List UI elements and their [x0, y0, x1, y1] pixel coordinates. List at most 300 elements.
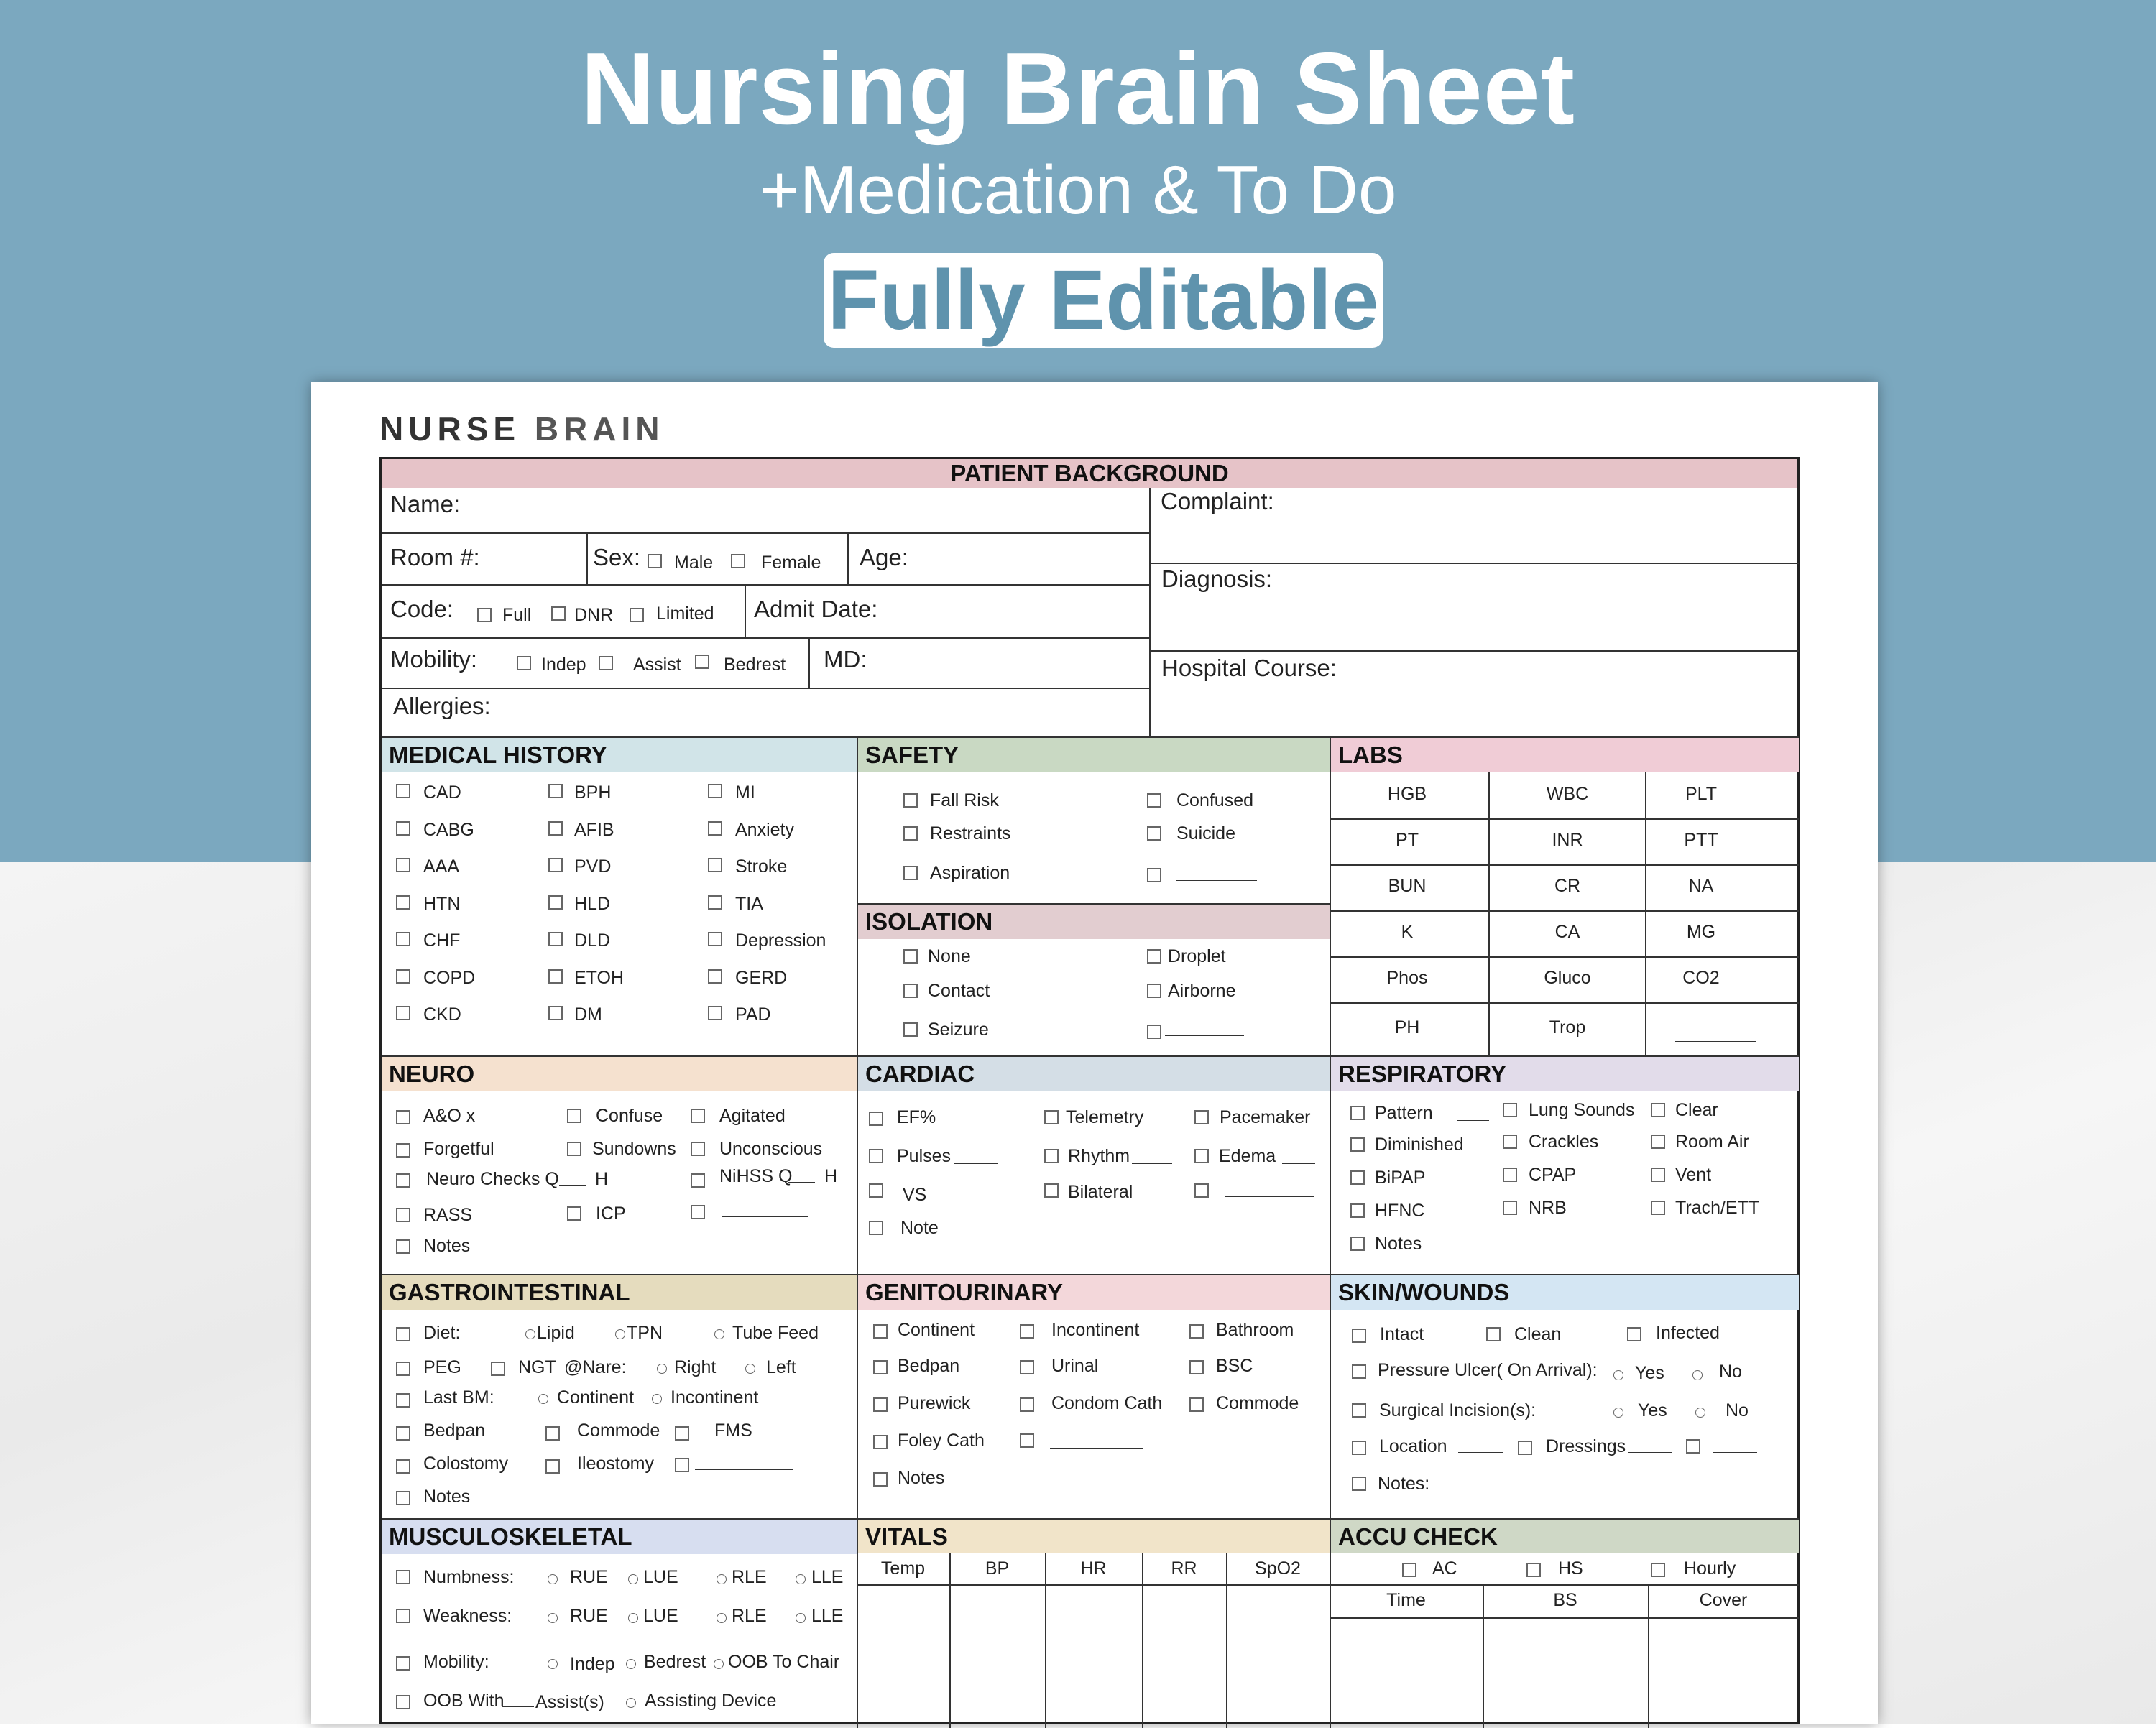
- accu-col-cover: Cover: [1699, 1590, 1748, 1610]
- accu-col-time: Time: [1386, 1590, 1426, 1610]
- numbness-rle-label: RLE: [732, 1567, 767, 1587]
- numbness-lle-radio[interactable]: [796, 1574, 806, 1584]
- gi-other-checkbox[interactable]: [675, 1458, 689, 1472]
- rass-checkbox[interactable]: [396, 1208, 410, 1222]
- pvd-label: PVD: [574, 856, 612, 877]
- etoh-checkbox[interactable]: [548, 969, 563, 984]
- agitated-checkbox[interactable]: [691, 1109, 705, 1123]
- hld-checkbox[interactable]: [548, 895, 563, 910]
- nihss-blank[interactable]: [788, 1182, 815, 1183]
- labs-row-line: [1330, 910, 1799, 912]
- indep-label: Indep: [541, 655, 586, 675]
- dnr-checkbox[interactable]: [551, 606, 566, 621]
- crackles-checkbox[interactable]: [1503, 1135, 1517, 1149]
- confused-checkbox[interactable]: [1147, 793, 1161, 808]
- intact-checkbox[interactable]: [1352, 1329, 1366, 1343]
- intact-label: Intact: [1380, 1324, 1424, 1344]
- gu-notes-checkbox[interactable]: [873, 1472, 888, 1487]
- bipap-checkbox[interactable]: [1350, 1170, 1365, 1185]
- none-isolation-checkbox[interactable]: [903, 949, 918, 964]
- copd-checkbox[interactable]: [396, 969, 410, 984]
- pacemaker-label: Pacemaker: [1220, 1107, 1311, 1127]
- badge-text: Fully Editable: [827, 253, 1379, 348]
- pressure-ulcer-yes-label: Yes: [1635, 1363, 1664, 1383]
- forgetful-checkbox[interactable]: [396, 1143, 410, 1158]
- vitals-col-bp: BP: [985, 1558, 1010, 1579]
- unconscious-checkbox[interactable]: [691, 1142, 705, 1156]
- dm-label: DM: [574, 1004, 602, 1025]
- accu-hs-checkbox[interactable]: [1526, 1563, 1541, 1577]
- mi-checkbox[interactable]: [708, 784, 722, 798]
- medical-history-header: MEDICAL HISTORY: [382, 738, 857, 772]
- gu-bedpan-checkbox[interactable]: [873, 1360, 888, 1374]
- skin-notes-checkbox[interactable]: [1352, 1477, 1366, 1491]
- lab-co2: CO2: [1682, 968, 1720, 988]
- cpap-label: CPAP: [1529, 1165, 1577, 1185]
- bph-checkbox[interactable]: [548, 784, 563, 798]
- infected-checkbox[interactable]: [1627, 1327, 1641, 1341]
- isolation-other-blank[interactable]: [1165, 1035, 1244, 1036]
- neuro-checks-h-label: H: [595, 1169, 609, 1189]
- etoh-label: ETOH: [574, 967, 624, 988]
- dm-checkbox[interactable]: [548, 1006, 563, 1020]
- lab-inr: INR: [1552, 830, 1583, 850]
- complaint-label: Complaint:: [1161, 488, 1274, 514]
- last-bm-checkbox[interactable]: [396, 1393, 410, 1408]
- lab-phos: Phos: [1386, 968, 1428, 988]
- htn-checkbox[interactable]: [396, 895, 410, 910]
- assist-checkbox[interactable]: [599, 656, 613, 670]
- afib-label: AFIB: [574, 819, 614, 840]
- contact-isolation-label: Contact: [928, 981, 990, 1001]
- surgical-incision-checkbox[interactable]: [1352, 1403, 1366, 1418]
- gu-incontinent-label: Incontinent: [1051, 1320, 1140, 1340]
- weakness-rle-radio[interactable]: [717, 1613, 727, 1623]
- ao-checkbox[interactable]: [396, 1110, 410, 1124]
- weakness-lue-radio[interactable]: [628, 1613, 638, 1623]
- rhythm-checkbox[interactable]: [1044, 1149, 1059, 1163]
- depression-label: Depression: [735, 930, 826, 951]
- isolation-other-checkbox[interactable]: [1147, 1025, 1161, 1039]
- age-label: Age:: [860, 544, 908, 570]
- diet-checkbox[interactable]: [396, 1327, 410, 1341]
- ileostomy-checkbox[interactable]: [545, 1459, 560, 1474]
- gi-incontinent-label: Incontinent: [671, 1387, 759, 1408]
- forgetful-label: Forgetful: [423, 1139, 494, 1159]
- weakness-rue-label: RUE: [570, 1606, 608, 1626]
- peg-checkbox[interactable]: [396, 1362, 410, 1376]
- rhythm-blank[interactable]: [1132, 1163, 1172, 1164]
- msk-assist-label: Assist(s): [535, 1692, 604, 1712]
- neuro-notes-checkbox[interactable]: [396, 1239, 410, 1254]
- nihss-h-label: H: [824, 1166, 838, 1186]
- sundowns-checkbox[interactable]: [567, 1142, 581, 1156]
- dressings-checkbox[interactable]: [1518, 1441, 1532, 1455]
- pad-label: PAD: [735, 1004, 771, 1025]
- icp-checkbox[interactable]: [567, 1206, 581, 1221]
- gu-continent-checkbox[interactable]: [873, 1324, 888, 1339]
- limited-label: Limited: [656, 604, 714, 624]
- room-air-checkbox[interactable]: [1651, 1135, 1665, 1149]
- numbness-rue-label: RUE: [570, 1567, 608, 1587]
- fms-label: FMS: [714, 1420, 752, 1441]
- oob-with-checkbox[interactable]: [396, 1695, 410, 1709]
- weakness-label: Weakness:: [423, 1606, 512, 1626]
- dnr-label: DNR: [574, 605, 614, 625]
- nihss-checkbox[interactable]: [691, 1173, 705, 1188]
- tpn-label: TPN: [627, 1323, 663, 1343]
- confuse-label: Confuse: [596, 1106, 663, 1126]
- msk-indep-label: Indep: [570, 1654, 615, 1674]
- gu-foley-cath-label: Foley Cath: [898, 1431, 985, 1451]
- mobility-msk-checkbox[interactable]: [396, 1656, 410, 1671]
- lab-mg: MG: [1686, 922, 1716, 942]
- ckd-checkbox[interactable]: [396, 1006, 410, 1020]
- stroke-label: Stroke: [735, 856, 788, 877]
- tia-checkbox[interactable]: [708, 895, 722, 910]
- bipap-label: BiPAP: [1375, 1168, 1426, 1188]
- afib-checkbox[interactable]: [548, 821, 563, 836]
- restraints-checkbox[interactable]: [903, 826, 918, 841]
- lab-cr: CR: [1554, 876, 1581, 896]
- airborne-label: Airborne: [1168, 981, 1236, 1001]
- pattern-checkbox[interactable]: [1350, 1106, 1365, 1120]
- diagnosis-label: Diagnosis:: [1161, 565, 1273, 592]
- vitals-header: VITALS: [858, 1520, 1330, 1553]
- msk-indep-radio[interactable]: [548, 1659, 558, 1669]
- oob-to-chair-radio[interactable]: [714, 1659, 724, 1669]
- surgical-incision-no-radio[interactable]: [1695, 1408, 1705, 1418]
- gu-bsc-label: BSC: [1216, 1356, 1253, 1376]
- nrb-checkbox[interactable]: [1503, 1201, 1517, 1215]
- gi-continent-radio[interactable]: [538, 1394, 548, 1404]
- surgical-incision-yes-radio[interactable]: [1613, 1408, 1623, 1418]
- room-label: Room #:: [390, 544, 480, 570]
- depression-checkbox[interactable]: [708, 932, 722, 946]
- lipid-label: Lipid: [537, 1323, 575, 1343]
- gu-urinal-label: Urinal: [1051, 1356, 1099, 1376]
- bilateral-label: Bilateral: [1068, 1182, 1133, 1202]
- notes-checkbox[interactable]: [1350, 1237, 1365, 1251]
- gu-condom-cath-label: Condom Cath: [1051, 1393, 1163, 1413]
- pressure-ulcer-label: Pressure Ulcer( On Arrival):: [1378, 1360, 1598, 1380]
- trach-ett-checkbox[interactable]: [1651, 1201, 1665, 1215]
- htn-label: HTN: [423, 893, 461, 914]
- pressure-ulcer-no-label: No: [1719, 1362, 1742, 1382]
- left-radio[interactable]: [745, 1364, 755, 1374]
- rass-label: RASS: [423, 1205, 473, 1225]
- location-label: Location: [1379, 1436, 1447, 1456]
- msk-bedrest-radio[interactable]: [626, 1659, 636, 1669]
- vs-checkbox[interactable]: [869, 1183, 883, 1198]
- anxiety-checkbox[interactable]: [708, 821, 722, 836]
- cabg-checkbox[interactable]: [396, 821, 410, 836]
- gu-bedpan-label: Bedpan: [898, 1356, 960, 1376]
- accu-ac-label: AC: [1432, 1558, 1457, 1579]
- gi-bedpan-label: Bedpan: [423, 1420, 486, 1441]
- gi-other-blank[interactable]: [695, 1469, 793, 1470]
- suicide-label: Suicide: [1176, 823, 1235, 844]
- gu-commode-checkbox[interactable]: [1189, 1397, 1204, 1412]
- room-air-label: Room Air: [1675, 1132, 1749, 1152]
- droplet-label: Droplet: [1168, 946, 1226, 966]
- ngt-checkbox[interactable]: [491, 1362, 505, 1376]
- accu-ac-checkbox[interactable]: [1402, 1563, 1416, 1577]
- pvd-checkbox[interactable]: [548, 858, 563, 872]
- neuro-checks-label: Neuro Checks Q: [426, 1169, 559, 1189]
- vs-label: VS: [903, 1185, 927, 1205]
- isolation-header: ISOLATION: [858, 905, 1330, 939]
- nrb-label: NRB: [1529, 1198, 1567, 1218]
- full-checkbox[interactable]: [477, 608, 492, 622]
- neuro-notes-label: Notes: [423, 1236, 471, 1256]
- dressings-blank[interactable]: [1628, 1452, 1672, 1453]
- weakness-checkbox[interactable]: [396, 1609, 410, 1623]
- female-checkbox[interactable]: [731, 554, 745, 568]
- gu-other-blank[interactable]: [1050, 1448, 1143, 1449]
- gu-foley-cath-checkbox[interactable]: [873, 1435, 888, 1449]
- lab-na: NA: [1688, 876, 1714, 896]
- labs-row-line: [1330, 818, 1799, 820]
- cardiac-other-checkbox[interactable]: [1194, 1183, 1209, 1198]
- pacemaker-checkbox[interactable]: [1194, 1110, 1209, 1124]
- genitourinary-header: GENITOURINARY: [858, 1275, 1330, 1310]
- allergies-label: Allergies:: [393, 693, 491, 719]
- tia-label: TIA: [735, 893, 763, 914]
- pressure-ulcer-checkbox[interactable]: [1352, 1364, 1366, 1379]
- pattern-blank[interactable]: [1457, 1120, 1489, 1121]
- logo-part2: BRAIN: [534, 410, 665, 448]
- location-blank[interactable]: [1458, 1452, 1503, 1453]
- gu-bathroom-checkbox[interactable]: [1189, 1324, 1204, 1339]
- gu-condom-cath-checkbox[interactable]: [1020, 1397, 1034, 1412]
- mi-label: MI: [735, 782, 755, 803]
- weakness-rue-radio[interactable]: [548, 1613, 558, 1623]
- gi-incontinent-radio[interactable]: [652, 1394, 662, 1404]
- dld-label: DLD: [574, 930, 611, 951]
- telemetry-checkbox[interactable]: [1044, 1110, 1059, 1124]
- numbness-checkbox[interactable]: [396, 1570, 410, 1584]
- gu-bsc-checkbox[interactable]: [1189, 1360, 1204, 1374]
- oob-with-blank[interactable]: [502, 1706, 534, 1707]
- safety-other-blank[interactable]: [1176, 880, 1257, 881]
- logo-part1: NURSE: [379, 410, 521, 448]
- fms-checkbox[interactable]: [675, 1426, 689, 1441]
- dld-checkbox[interactable]: [548, 932, 563, 946]
- hfnc-label: HFNC: [1375, 1201, 1425, 1221]
- droplet-checkbox[interactable]: [1147, 949, 1161, 964]
- lab-pt: PT: [1396, 830, 1419, 850]
- gu-bathroom-label: Bathroom: [1216, 1320, 1294, 1340]
- lab-hgb: HGB: [1387, 784, 1427, 804]
- ef-checkbox[interactable]: [869, 1112, 883, 1126]
- aaa-checkbox[interactable]: [396, 858, 410, 872]
- lung-sounds-checkbox[interactable]: [1503, 1103, 1517, 1117]
- lipid-radio[interactable]: [525, 1329, 535, 1339]
- lab-trop: Trop: [1549, 1017, 1586, 1038]
- accu-hourly-checkbox[interactable]: [1651, 1563, 1665, 1577]
- confused-label: Confused: [1176, 790, 1254, 810]
- vent-label: Vent: [1675, 1165, 1712, 1185]
- nare-label: @Nare:: [564, 1357, 627, 1377]
- none-isolation-label: None: [928, 946, 971, 966]
- cardiac-other-blank[interactable]: [1225, 1196, 1314, 1197]
- nihss-label: NiHSS Q: [719, 1166, 793, 1186]
- pressure-ulcer-yes-radio[interactable]: [1613, 1370, 1623, 1380]
- gi-notes-checkbox[interactable]: [396, 1491, 410, 1505]
- pattern-label: Pattern: [1375, 1103, 1433, 1123]
- gu-other-checkbox[interactable]: [1020, 1433, 1034, 1448]
- dressings-label: Dressings: [1546, 1436, 1626, 1456]
- numbness-rle-radio[interactable]: [717, 1574, 727, 1584]
- gu-purewick-checkbox[interactable]: [873, 1397, 888, 1412]
- suicide-checkbox[interactable]: [1147, 826, 1161, 841]
- colostomy-checkbox[interactable]: [396, 1459, 410, 1474]
- cad-checkbox[interactable]: [396, 784, 410, 798]
- gi-continent-label: Continent: [557, 1387, 635, 1408]
- icp-label: ICP: [596, 1203, 626, 1224]
- male-checkbox[interactable]: [648, 554, 662, 568]
- neuro-checks-blank[interactable]: [559, 1185, 586, 1186]
- hfnc-checkbox[interactable]: [1350, 1203, 1365, 1218]
- vitals-col-hr: HR: [1080, 1558, 1107, 1579]
- cardiac-header: CARDIAC: [858, 1057, 1330, 1091]
- msk-mobility-label: Mobility:: [423, 1652, 489, 1672]
- pulses-label: Pulses: [897, 1146, 952, 1166]
- aspiration-label: Aspiration: [930, 863, 1010, 883]
- weakness-lle-radio[interactable]: [796, 1613, 806, 1623]
- chf-checkbox[interactable]: [396, 932, 410, 946]
- tube-feed-label: Tube Feed: [732, 1323, 819, 1343]
- labs-col-line: [1488, 772, 1490, 1055]
- stroke-checkbox[interactable]: [708, 858, 722, 872]
- unconscious-label: Unconscious: [719, 1139, 823, 1159]
- telemetry-label: Telemetry: [1066, 1107, 1144, 1127]
- vitals-col-rr: RR: [1171, 1558, 1197, 1579]
- pulses-checkbox[interactable]: [869, 1149, 883, 1163]
- bilateral-checkbox[interactable]: [1044, 1183, 1059, 1198]
- location-checkbox[interactable]: [1352, 1441, 1366, 1455]
- admit-date-label: Admit Date:: [754, 596, 878, 622]
- neuro-other-checkbox[interactable]: [691, 1205, 705, 1219]
- limited-checkbox[interactable]: [630, 608, 644, 622]
- vitals-col-spo2: SpO2: [1255, 1558, 1301, 1579]
- gu-continent-label: Continent: [898, 1320, 975, 1340]
- hld-label: HLD: [574, 893, 611, 914]
- vent-checkbox[interactable]: [1651, 1168, 1665, 1182]
- right-radio[interactable]: [657, 1364, 667, 1374]
- banner-title: Nursing Brain Sheet: [580, 32, 1576, 146]
- labs-row-line: [1330, 864, 1799, 866]
- cpap-checkbox[interactable]: [1503, 1168, 1517, 1182]
- lab-ptt: PTT: [1684, 830, 1718, 850]
- last-bm-label: Last BM:: [423, 1387, 494, 1408]
- ngt-label: NGT: [518, 1357, 556, 1377]
- aspiration-checkbox[interactable]: [903, 866, 918, 880]
- pulses-blank[interactable]: [954, 1163, 998, 1164]
- accu-hourly-label: Hourly: [1684, 1558, 1736, 1579]
- accu-col-bs: BS: [1553, 1590, 1577, 1610]
- gu-notes-label: Notes: [898, 1468, 945, 1488]
- tube-feed-radio[interactable]: [714, 1329, 724, 1339]
- assisting-device-radio[interactable]: [626, 1698, 636, 1708]
- lab-k: K: [1401, 922, 1414, 942]
- bedrest-checkbox[interactable]: [695, 655, 709, 669]
- clear-label: Clear: [1675, 1100, 1718, 1120]
- fall-risk-checkbox[interactable]: [903, 793, 918, 808]
- surgical-incision-label: Surgical Incision(s):: [1379, 1400, 1537, 1420]
- cardiac-note-checkbox[interactable]: [869, 1221, 883, 1235]
- skin-other-blank[interactable]: [1713, 1452, 1757, 1453]
- indep-checkbox[interactable]: [517, 656, 531, 670]
- safety-other-checkbox[interactable]: [1147, 868, 1161, 882]
- hospital-course-label: Hospital Course:: [1161, 655, 1337, 681]
- airborne-checkbox[interactable]: [1147, 984, 1161, 998]
- edema-label: Edema: [1219, 1146, 1276, 1166]
- gu-urinal-checkbox[interactable]: [1020, 1360, 1034, 1374]
- neuro-checks-checkbox[interactable]: [396, 1173, 410, 1188]
- edema-blank[interactable]: [1282, 1163, 1315, 1164]
- contact-isolation-checkbox[interactable]: [903, 984, 918, 998]
- accu-hs-label: HS: [1558, 1558, 1583, 1579]
- clear-checkbox[interactable]: [1651, 1103, 1665, 1117]
- gi-bedpan-checkbox[interactable]: [396, 1426, 410, 1441]
- musculoskeletal-header: MUSCULOSKELETAL: [382, 1520, 857, 1554]
- numbness-lue-radio[interactable]: [628, 1574, 638, 1584]
- colostomy-label: Colostomy: [423, 1454, 509, 1474]
- msk-bedrest-label: Bedrest: [644, 1652, 706, 1672]
- assisting-device-label: Assisting Device: [645, 1691, 777, 1711]
- seizure-isolation-checkbox[interactable]: [903, 1022, 918, 1037]
- oob-to-chair-label: OOB To Chair: [728, 1652, 840, 1672]
- clean-checkbox[interactable]: [1486, 1327, 1501, 1341]
- accu-check-header: ACCU CHECK: [1331, 1520, 1799, 1553]
- bedrest-label: Bedrest: [724, 655, 786, 675]
- neuro-other-blank[interactable]: [722, 1216, 808, 1217]
- pressure-ulcer-no-radio[interactable]: [1692, 1370, 1703, 1380]
- sundowns-label: Sundowns: [592, 1139, 676, 1159]
- peg-label: PEG: [423, 1357, 461, 1377]
- ckd-label: CKD: [423, 1004, 461, 1025]
- numbness-rue-radio[interactable]: [548, 1574, 558, 1584]
- assist-label: Assist: [633, 655, 681, 675]
- pad-checkbox[interactable]: [708, 1006, 722, 1020]
- lab-ca: CA: [1554, 922, 1580, 942]
- gerd-checkbox[interactable]: [708, 969, 722, 984]
- edema-checkbox[interactable]: [1194, 1149, 1209, 1163]
- diminished-checkbox[interactable]: [1350, 1137, 1365, 1152]
- weakness-lle-label: LLE: [811, 1606, 844, 1626]
- gi-commode-checkbox[interactable]: [545, 1426, 560, 1441]
- labs-header: LABS: [1331, 738, 1799, 772]
- fall-risk-label: Fall Risk: [930, 790, 999, 810]
- bph-label: BPH: [574, 782, 612, 803]
- lab-gluco: Gluco: [1544, 968, 1591, 988]
- labs-col-line: [1645, 772, 1646, 1055]
- labs-blank[interactable]: [1675, 1041, 1756, 1042]
- weakness-rle-label: RLE: [732, 1606, 767, 1626]
- skin-notes-label: Notes:: [1378, 1474, 1430, 1494]
- brain-sheet-form: [379, 457, 1800, 1724]
- tpn-radio[interactable]: [615, 1329, 625, 1339]
- confuse-checkbox[interactable]: [567, 1109, 581, 1123]
- aaa-label: AAA: [423, 856, 460, 877]
- patient-background-header: PATIENT BACKGROUND: [382, 459, 1797, 488]
- surgical-incision-yes-label: Yes: [1638, 1400, 1667, 1420]
- gu-incontinent-checkbox[interactable]: [1020, 1324, 1034, 1339]
- anxiety-label: Anxiety: [735, 819, 794, 840]
- skin-other-checkbox[interactable]: [1686, 1439, 1700, 1454]
